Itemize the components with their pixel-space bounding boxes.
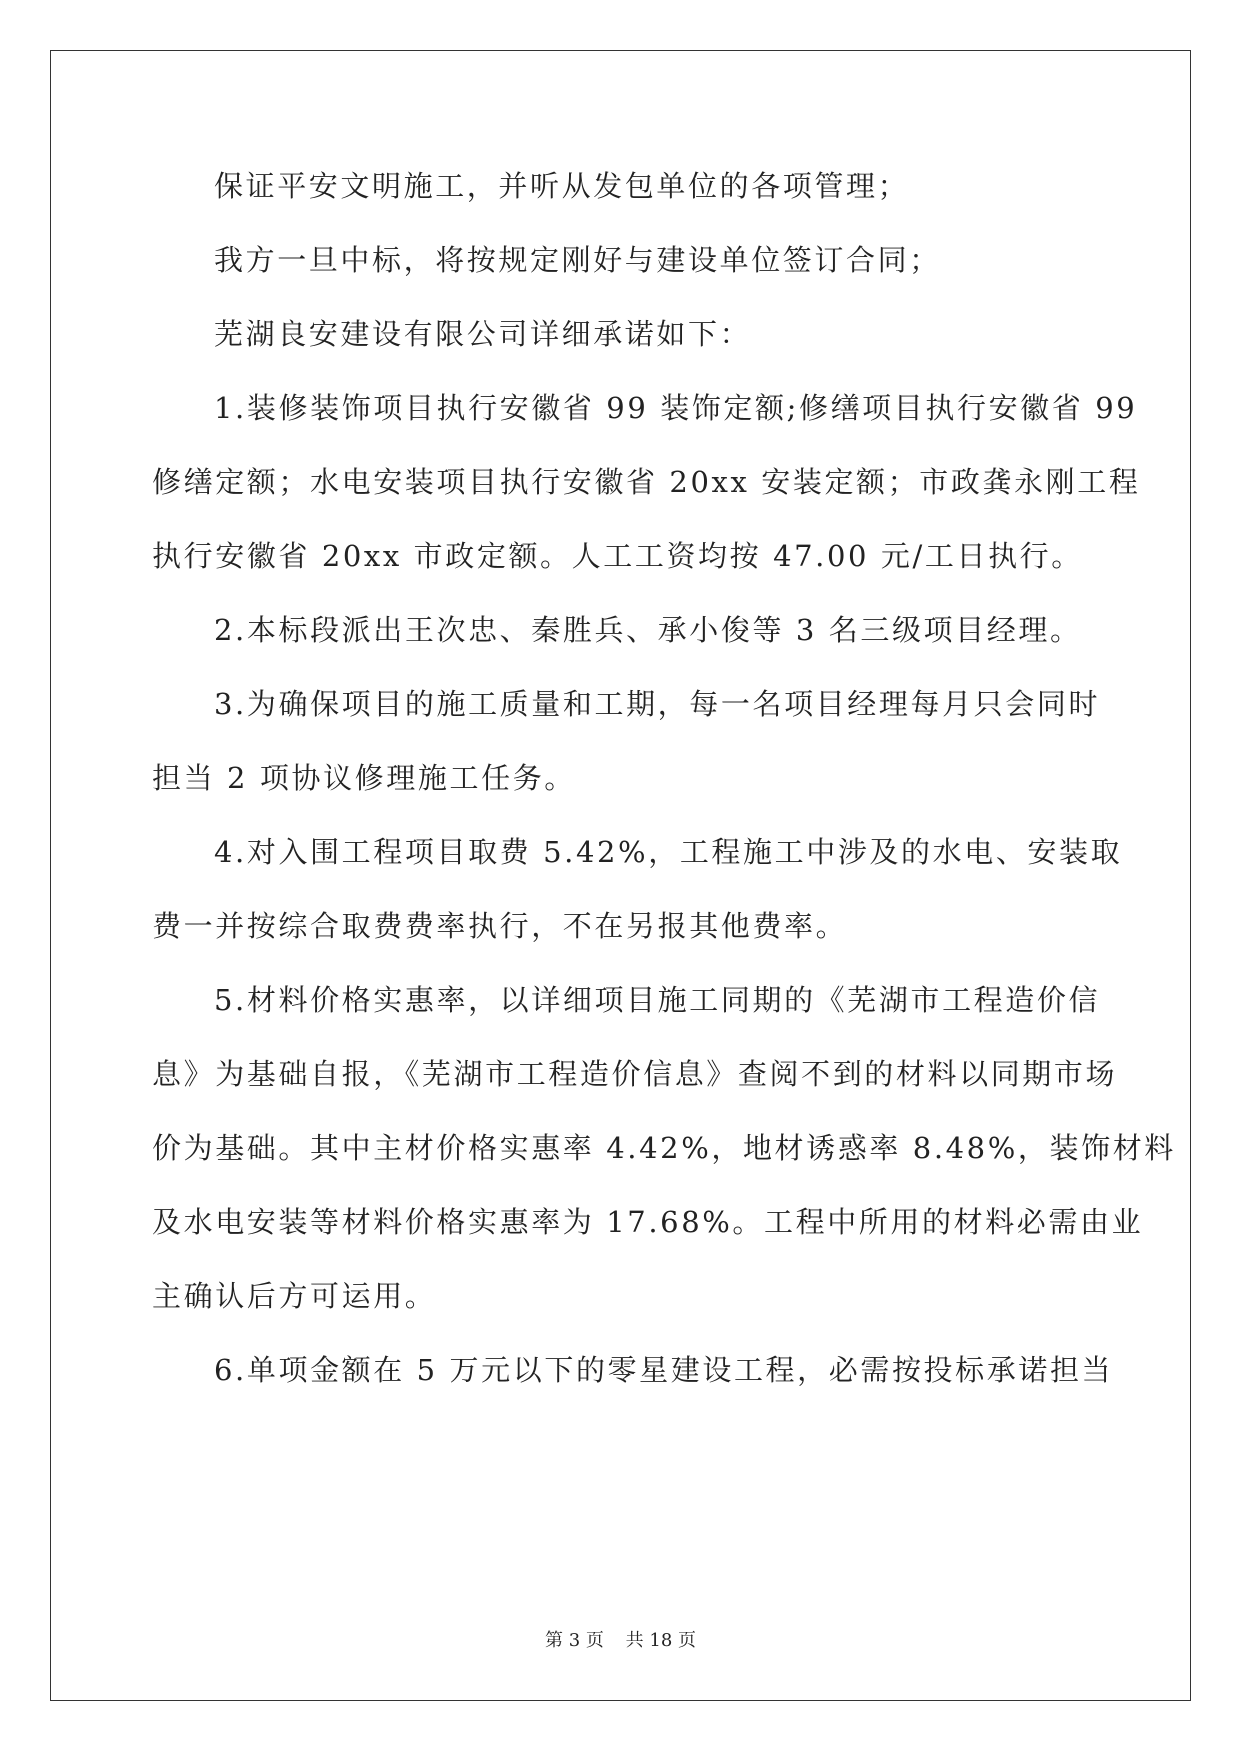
paragraph-line: 5.材料价格实惠率，以详细项目施工同期的《芜湖市工程造价信: [214, 983, 1101, 1017]
paragraph-line: 4.对入围工程项目取费 5.42%，工程施工中涉及的水电、安装取: [214, 835, 1123, 869]
paragraph-line: 保证平安文明施工，并听从发包单位的各项管理；: [214, 169, 910, 203]
paragraph-line: 执行安徽省 20xx 市政定额。人工工资均按 47.00 元/工日执行。: [152, 539, 1083, 573]
paragraph-line: 1.装修装饰项目执行安徽省 99 装饰定额;修缮项目执行安徽省 99: [214, 391, 1138, 425]
paragraph-line: 主确认后方可运用。: [152, 1279, 437, 1313]
paragraph-line: 2.本标段派出王次忠、秦胜兵、承小俊等 3 名三级项目经理。: [214, 613, 1082, 647]
page-border: [50, 50, 1191, 1701]
paragraph-line: 修缮定额；水电安装项目执行安徽省 20xx 安装定额；市政龚永刚工程: [152, 465, 1141, 499]
paragraph-line: 费一并按综合取费费率执行，不在另报其他费率。: [152, 909, 848, 943]
paragraph-line: 我方一旦中标，将按规定刚好与建设单位签订合同；: [214, 243, 941, 277]
page-number: 第 3 页: [545, 1630, 604, 1651]
paragraph-line: 芜湖良安建设有限公司详细承诺如下：: [214, 317, 752, 351]
paragraph-line: 担当 2 项协议修理施工任务。: [152, 761, 576, 795]
paragraph-line: 息》为基础自报，《芜湖市工程造价信息》查阅不到的材料以同期市场: [152, 1057, 1118, 1091]
paragraph-line: 及水电安装等材料价格实惠率为 17.68%。工程中所用的材料必需由业: [152, 1205, 1144, 1239]
paragraph-line: 6.单项金额在 5 万元以下的零星建设工程，必需按投标承诺担当: [214, 1353, 1114, 1387]
paragraph-line: 3.为确保项目的施工质量和工期，每一名项目经理每月只会同时: [214, 687, 1101, 721]
page-footer: [0, 1629, 1241, 1653]
paragraph-line: 价为基础。其中主材价格实惠率 4.42%，地材诱惑率 8.48%，装饰材料: [152, 1131, 1176, 1165]
page-total: 共 18 页: [625, 1630, 696, 1651]
